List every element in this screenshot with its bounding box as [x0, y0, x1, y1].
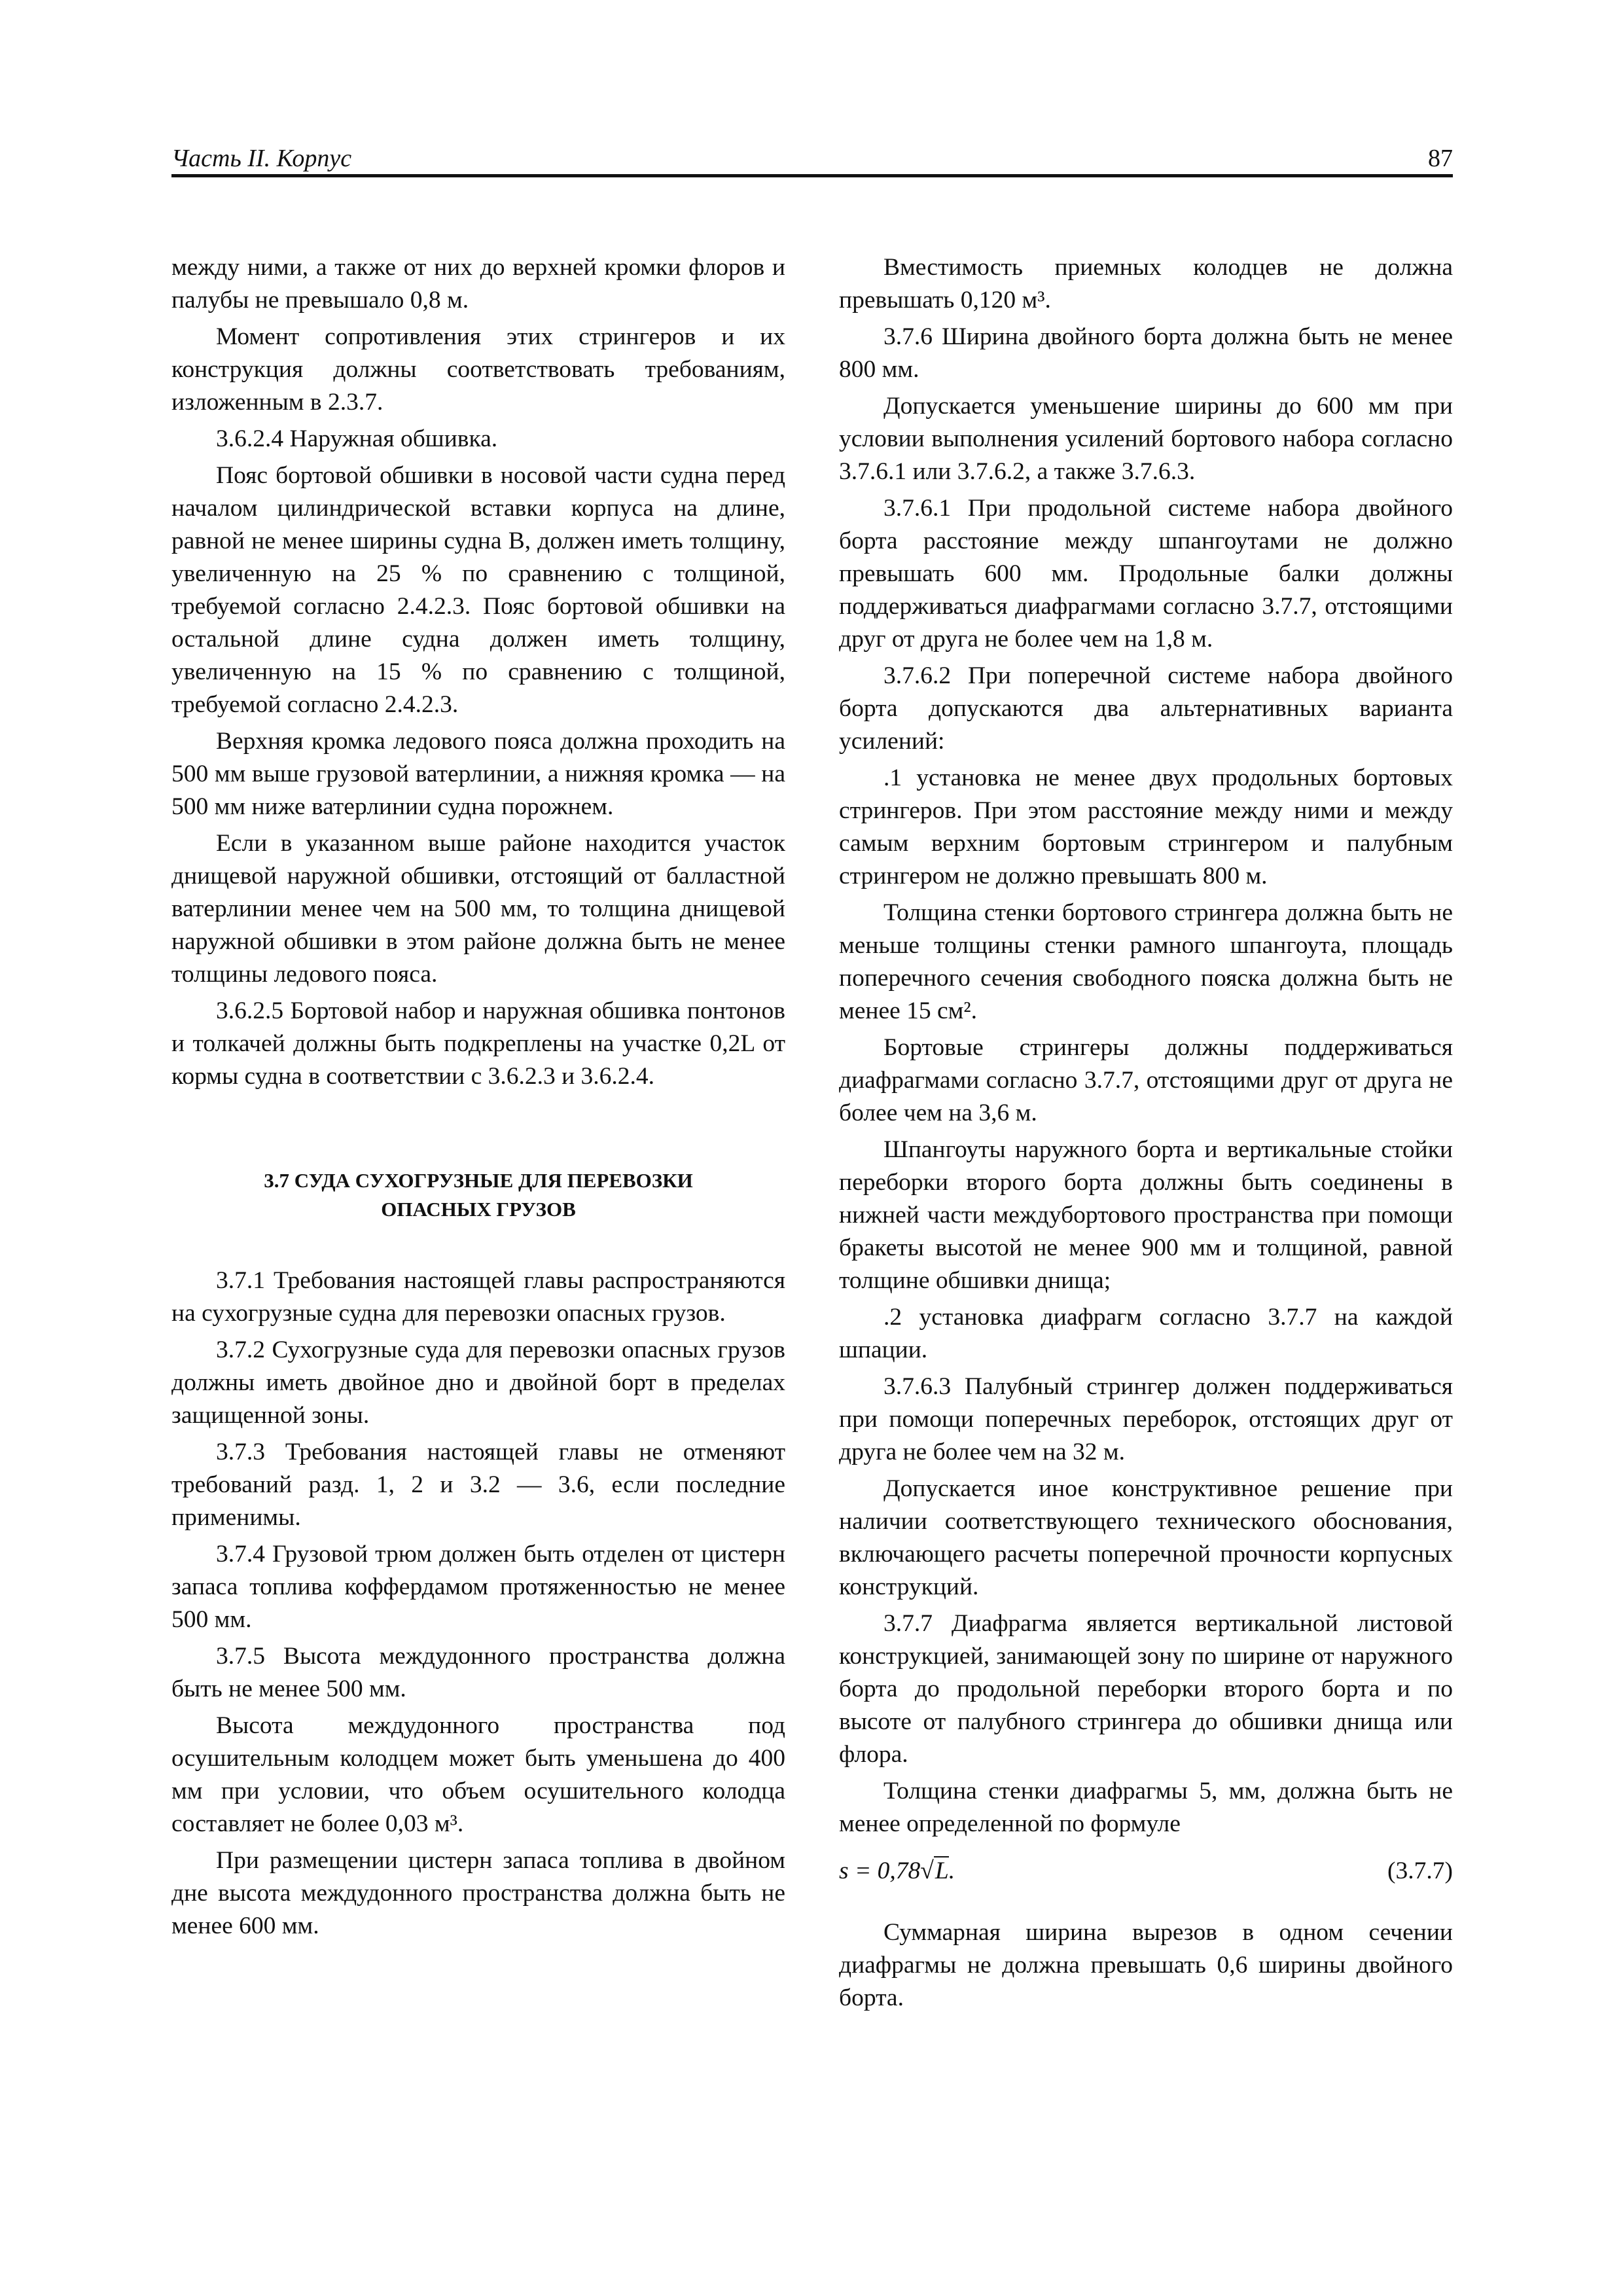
paragraph: Допускается уменьшение ширины до 600 мм при условии выполнения усилений бортового набора согласно 3.7.6.1 или 3.7.6.2, а также 3.7.6.3.	[839, 393, 1453, 485]
section-heading	[171, 1166, 785, 1224]
header-rule	[171, 174, 1453, 177]
paragraph: Верхняя кромка ледового пояса должна проходить на 500 мм выше грузовой ватерлинии, а нижняя кромка — на 500 мм ниже ватерлинии судна порожнем.	[171, 728, 785, 820]
formula-lhs: s = 0,78	[839, 1857, 921, 1884]
paragraph: 3.7.6 Ширина двойного борта должна быть не менее 800 мм.	[839, 323, 1453, 383]
paragraph: Если в указанном выше районе находится участок днищевой наружной обшивки, отстоящий от балластной ватерлинии менее чем на 500 мм, то толщина днищевой наружной обшивки в этом районе должна быть не менее толщины ледового пояса.	[171, 830, 785, 988]
paragraph: При размещении цистерн запаса топлива в двойном дне высота междудонного пространства должна быть не менее 600 мм.	[171, 1847, 785, 1939]
paragraph: 3.7.6.1 При продольной системе набора двойного борта расстояние между шпангоутами не должно превышать 600 мм. Продольные балки должны поддерживаться диафрагмами согласно 3.7.7, отстоящими друг от друга не более чем на 1,8 м.	[839, 495, 1453, 653]
paragraph: Момент сопротивления этих стрингеров и их конструкция должны соответствовать требованиям, изложенным в 2.3.7.	[171, 323, 785, 416]
formula-tail: .	[948, 1857, 955, 1884]
sqrt-sign: √	[920, 1857, 934, 1884]
paragraph: 3.7.4 Грузовой трюм должен быть отделен от цистерн запаса топлива коффердамом протяженностью не менее 500 мм.	[171, 1541, 785, 1633]
paragraph: Бортовые стрингеры должны поддерживаться диафрагмами согласно 3.7.7, отстоящими друг от друга не более чем на 3,6 м.	[839, 1034, 1453, 1126]
paragraph: 3.7.2 Сухогрузные суда для перевозки опасных грузов должны иметь двойное дно и двойной борт в пределах защищенной зоны.	[171, 1336, 785, 1429]
left-column	[171, 251, 785, 1946]
right-column	[839, 251, 1453, 2018]
paragraph: между ними, а также от них до верхней кромки флоров и палубы не превышало 0,8 м.	[171, 254, 785, 314]
paragraph: 3.7.3 Требования настоящей главы не отменяют требований разд. 1, 2 и 3.2 — 3.6, если последние применимы.	[171, 1439, 785, 1531]
page-number: 87	[1428, 145, 1453, 172]
paragraph: Суммарная ширина вырезов в одном сечении диафрагмы не должна превышать 0,6 ширины двойного борта.	[839, 1919, 1453, 2011]
paragraph: Высота междудонного пространства под осушительным колодцем может быть уменьшена до 400 мм при условии, что объем осушительного колодца составляет не более 0,03 м³.	[171, 1712, 785, 1837]
paragraph: 3.7.7 Диафрагма является вертикальной листовой конструкцией, занимающей зону по ширине от наружного борта до продольной переборки второго борта и по высоте от палубного стрингера до обшивки днища или флора.	[839, 1610, 1453, 1768]
paragraph: Шпангоуты наружного борта и вертикальные стойки переборки второго борта должны быть соединены в нижней части междубортового пространства при помощи бракеты высотой не менее 900 мм и толщиной, равной толщине обшивки днища;	[839, 1136, 1453, 1294]
paragraph: 3.7.6.3 Палубный стрингер должен поддерживаться при помощи поперечных переборок, отстоящих друг от друга не более чем на 32 м.	[839, 1373, 1453, 1465]
formula-3-7-7	[839, 1855, 1453, 1888]
paragraph: 3.7.1 Требования настоящей главы распространяются на сухогрузные судна для перевозки опасных грузов.	[171, 1267, 785, 1327]
paragraph: Толщина стенки диафрагмы 5, мм, должна быть не менее определенной по формуле	[839, 1778, 1453, 1837]
formula-number: (3.7.7)	[1387, 1857, 1453, 1884]
paragraph: 3.7.6.2 При поперечной системе набора двойного борта допускаются два альтернативных варианта усилений:	[839, 662, 1453, 755]
paragraph: Пояс бортовой обшивки в носовой части судна перед началом цилиндрической вставки корпуса на длине, равной не менее ширины судна B, должен иметь толщину, увеличенную на 25 % по сравнению с толщиной, требуемой согласно 2.4.2.3. Пояс бортовой обшивки на остальной длине судна должен иметь толщину, увеличенную на 15 % по сравнению с толщиной, требуемой согласно 2.4.2.3.	[171, 462, 785, 718]
section-heading-line2: ОПАСНЫХ ГРУЗОВ	[381, 1198, 576, 1221]
paragraph: Вместимость приемных колодцев не должна превышать 0,120 м³.	[839, 254, 1453, 314]
section-heading-line1: 3.7 СУДА СУХОГРУЗНЫЕ ДЛЯ ПЕРЕВОЗКИ	[264, 1169, 693, 1192]
paragraph: .1 установка не менее двух продольных бортовых стрингеров. При этом расстояние между ними и между самым верхним бортовым стрингером и палубным стрингером не должно превышать 800 м.	[839, 764, 1453, 889]
paragraph: .2 установка диафрагм согласно 3.7.7 на каждой шпации.	[839, 1304, 1453, 1363]
formula-expression	[839, 1855, 955, 1888]
paragraph: 3.6.2.5 Бортовой набор и наружная обшивка понтонов и толкачей должны быть подкреплены на участке 0,2L от кормы судна в соответствии с 3.6.2.3 и 3.6.2.4.	[171, 997, 785, 1090]
page-header	[171, 144, 1453, 178]
paragraph: 3.6.2.4 Наружная обшивка.	[216, 425, 498, 452]
paragraph: Допускается иное конструктивное решение при наличии соответствующего технического обоснования, включающего расчеты поперечной прочности корпусных конструкций.	[839, 1475, 1453, 1600]
running-title: Часть II. Корпус	[171, 145, 352, 172]
paragraph: 3.7.5 Высота междудонного пространства должна быть не менее 500 мм.	[171, 1643, 785, 1702]
formula-radicand: L	[935, 1857, 949, 1884]
paragraph: Толщина стенки бортового стрингера должна быть не меньше толщины стенки рамного шпангоута, площадь поперечного сечения свободного пояска должна быть не менее 15 см².	[839, 899, 1453, 1024]
